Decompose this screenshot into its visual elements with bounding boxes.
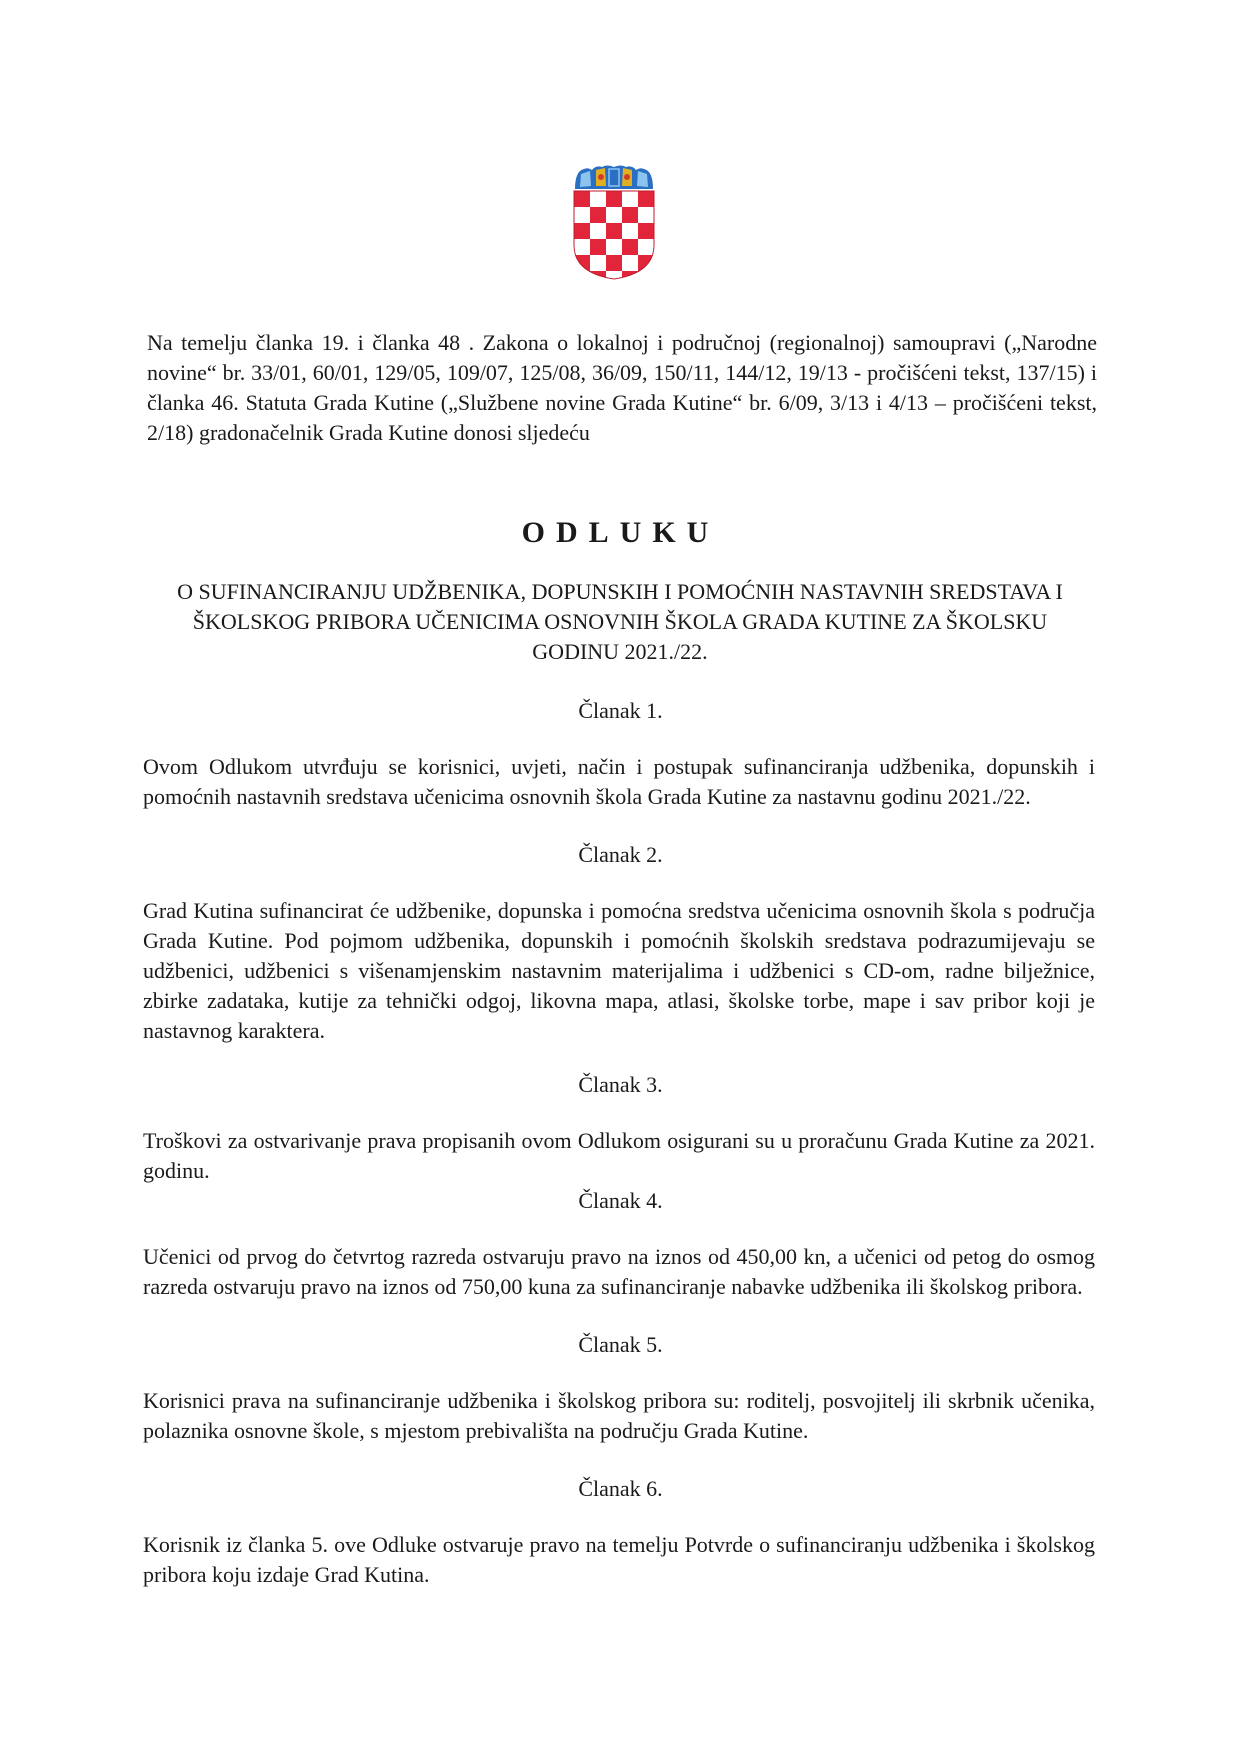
document-title: ODLUKU (521, 516, 720, 549)
article-4-heading: Članak 4. (578, 1188, 663, 1213)
croatian-coat-of-arms-icon (572, 165, 656, 280)
article-1-heading: Članak 1. (578, 698, 663, 723)
article-6-heading: Članak 6. (578, 1476, 663, 1501)
crown-icon (575, 166, 653, 190)
preamble-text: Na temelju članka 19. i članka 48 . Zakona o lokalnoj i područnoj (regionalnoj) samoupravi („Narodne novine“ br. 33/01, 60/01, 129/05, 109/07, 125/08, 36/09, 150/11, 144/12, 19/13 - pročišćeni tekst, 137/15) i članka 46. Statuta Grada Kutine („Službene novine Grada Kutine“ br. 6/09, 3/13 i 4/13 – pročišćeni tekst, 2/18) gradonačelnik Grada Kutine donosi sljedeću (147, 330, 1097, 445)
checkerboard-shield-icon (574, 191, 654, 280)
article-3-text: Troškovi za ostvarivanje prava propisanih ovom Odlukom osigurani su u proračunu Grada Kutine za 2021. godinu. (143, 1128, 1095, 1183)
article-3-heading: Članak 3. (578, 1072, 663, 1097)
document-subtitle: O SUFINANCIRANJU UDŽBENIKA, DOPUNSKIH I POMOĆNIH NASTAVNIH SREDSTAVA I ŠKOLSKOG PRIBORA UČENICIMA OSNOVNIH ŠKOLA GRADA KUTINE ZA ŠKOLSKU GODINU 2021./22. (177, 579, 1063, 664)
article-2-text: Grad Kutina sufinancirat će udžbenike, dopunska i pomoćna sredstva učenicima osnovnih škola s područja Grada Kutine. Pod pojmom udžbenika, dopunskih i pomoćnih školskih sredstava podrazumijevaju se udžbenici, udžbenici s višenamjenskim nastavnim materijalima i udžbenici s CD-om, radne bilježnice, zbirke zadataka, kutije za tehnički odgoj, likovna mapa, atlasi, školske torbe, mape i sav pribor koji je nastavnog karaktera. (143, 898, 1095, 1043)
article-2-heading: Članak 2. (578, 842, 663, 867)
article-5-text: Korisnici prava na sufinanciranje udžbenika i školskog pribora su: roditelj, posvojitelj ili skrbnik učenika, polaznika osnovne škole, s mjestom prebivališta na području Grada Kutine. (143, 1388, 1095, 1443)
article-1-text: Ovom Odlukom utvrđuju se korisnici, uvjeti, način i postupak sufinanciranja udžbenika, dopunskih i pomoćnih nastavnih sredstava učenicima osnovnih škola Grada Kutine za nastavnu godinu 2021./22. (143, 754, 1095, 809)
article-6-text: Korisnik iz članka 5. ove Odluke ostvaruje pravo na temelju Potvrde o sufinanciranju udžbenika i školskog pribora koju izdaje Grad Kutina. (143, 1532, 1095, 1587)
article-5-heading: Članak 5. (578, 1332, 663, 1357)
article-4-text: Učenici od prvog do četvrtog razreda ostvaruju pravo na iznos od 450,00 kn, a učenici od petog do osmog razreda ostvaruju pravo na iznos od 750,00 kuna za sufinanciranje nabavke udžbenika ili školskog pribora. (143, 1244, 1095, 1299)
